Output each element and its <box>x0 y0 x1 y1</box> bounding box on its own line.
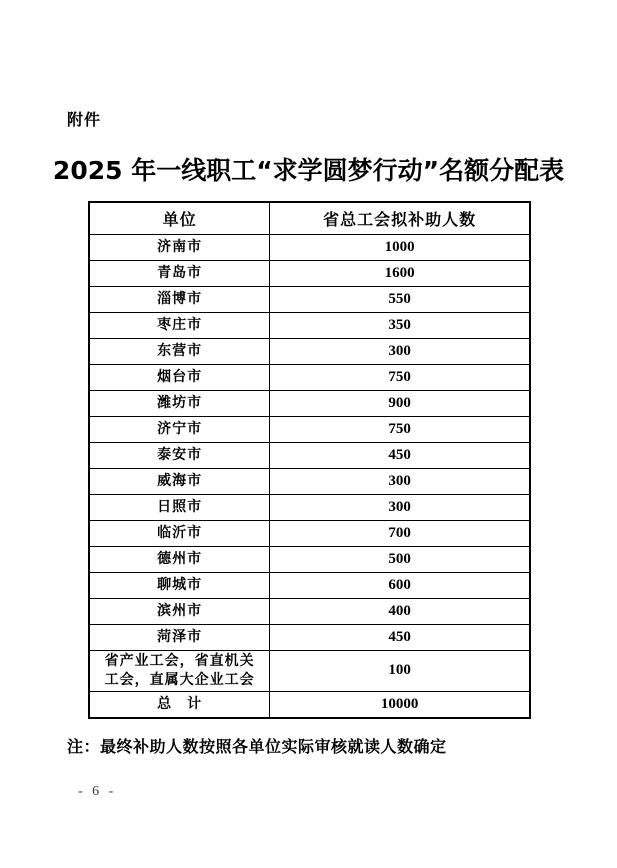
page-title: 2025 年一线职工“求学圆梦行动”名额分配表 <box>52 156 565 185</box>
unit-cell: 济南市 <box>89 235 270 261</box>
unit-cell: 东营市 <box>89 339 270 365</box>
table-row <box>89 651 530 692</box>
count-cell: 750 <box>270 365 530 391</box>
page-number: - 6 - <box>78 784 117 799</box>
count-cell: 450 <box>270 443 530 469</box>
table-row <box>89 235 530 261</box>
count-cell: 750 <box>270 417 530 443</box>
count-cell: 100 <box>270 651 530 692</box>
count-cell: 700 <box>270 521 530 547</box>
count-cell: 600 <box>270 573 530 599</box>
unit-cell: 济宁市 <box>89 417 270 443</box>
unit-cell: 省产业工会，省直机关工会，直属大企业工会 <box>89 651 270 692</box>
count-cell: 400 <box>270 599 530 625</box>
column-header-count: 省总工会拟补助人数 <box>270 202 530 235</box>
unit-cell: 枣庄市 <box>89 313 270 339</box>
table-row <box>89 469 530 495</box>
unit-cell: 泰安市 <box>89 443 270 469</box>
unit-cell: 总 计 <box>89 691 270 718</box>
table-row <box>89 625 530 651</box>
table-row <box>89 287 530 313</box>
count-cell: 1600 <box>270 261 530 287</box>
unit-cell: 威海市 <box>89 469 270 495</box>
count-cell: 1000 <box>270 235 530 261</box>
count-cell: 450 <box>270 625 530 651</box>
table-row <box>89 573 530 599</box>
count-cell: 900 <box>270 391 530 417</box>
table-row <box>89 599 530 625</box>
table-row <box>89 547 530 573</box>
table-row <box>89 495 530 521</box>
table-row <box>89 261 530 287</box>
allocation-table-container <box>88 201 531 719</box>
count-cell: 300 <box>270 339 530 365</box>
unit-cell: 聊城市 <box>89 573 270 599</box>
table-header-row <box>89 202 530 235</box>
unit-cell: 滨州市 <box>89 599 270 625</box>
unit-cell: 淄博市 <box>89 287 270 313</box>
count-cell: 300 <box>270 495 530 521</box>
table-row <box>89 391 530 417</box>
column-header-unit: 单位 <box>89 202 270 235</box>
table-row <box>89 691 530 718</box>
table-row <box>89 313 530 339</box>
table-row <box>89 417 530 443</box>
table-row <box>89 521 530 547</box>
count-cell: 500 <box>270 547 530 573</box>
footnote: 注：最终补助人数按照各单位实际审核就读人数确定 <box>67 737 447 756</box>
unit-cell: 潍坊市 <box>89 391 270 417</box>
attachment-label: 附件 <box>67 110 102 129</box>
count-cell: 550 <box>270 287 530 313</box>
table-row <box>89 365 530 391</box>
count-cell: 350 <box>270 313 530 339</box>
unit-cell: 菏泽市 <box>89 625 270 651</box>
unit-cell: 烟台市 <box>89 365 270 391</box>
unit-cell: 临沂市 <box>89 521 270 547</box>
count-cell: 10000 <box>270 691 530 718</box>
table-row <box>89 339 530 365</box>
unit-cell: 德州市 <box>89 547 270 573</box>
table-row <box>89 443 530 469</box>
allocation-table <box>88 201 531 719</box>
unit-cell: 日照市 <box>89 495 270 521</box>
allocation-table-body <box>89 235 530 718</box>
count-cell: 300 <box>270 469 530 495</box>
unit-cell: 青岛市 <box>89 261 270 287</box>
